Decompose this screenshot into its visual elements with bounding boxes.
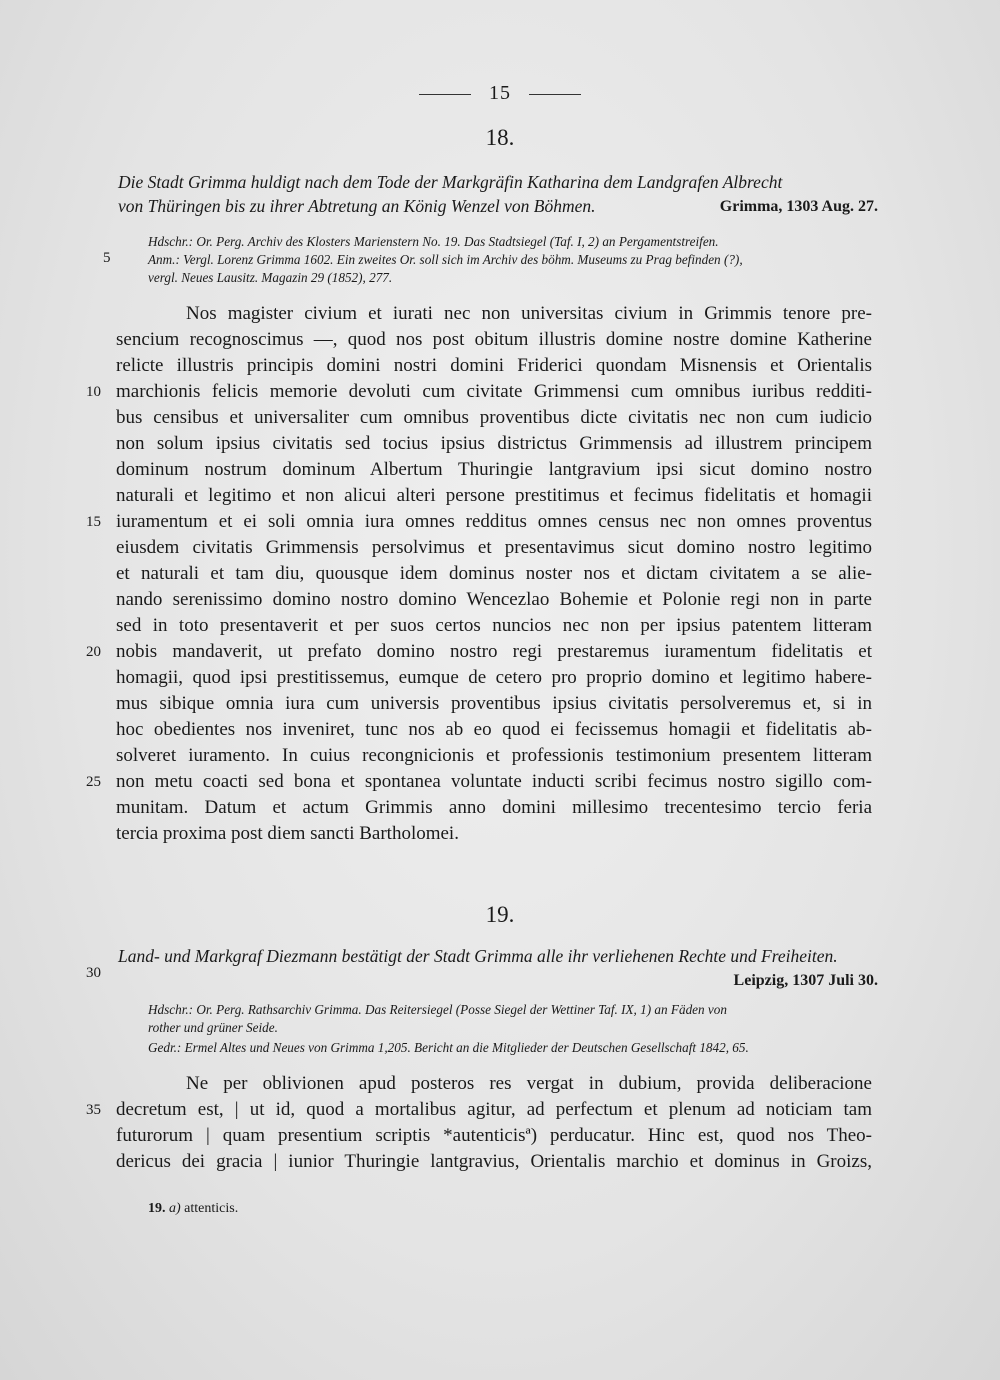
line-number: 20 [86, 644, 101, 660]
document-title-line: Land- und Markgraf Diezmann bestätigt der Stadt Grimma alle ihr verliehenen Rechte und Freiheiten. [118, 946, 838, 966]
text-line: eiusdem civitatis Grimmensis persolvimus et presentavimus sicut domino nostro legitimo [116, 537, 872, 558]
text-line: et naturali et tam diu, quousque idem dominus noster nos et dictam civitatem a se alie- [116, 563, 872, 584]
text-line: iuramentum et ei soli omnia iura omnes redditus omnes census nec non omnes proventus [116, 511, 872, 532]
page-header [0, 82, 1000, 105]
page-number: 15 [489, 82, 511, 104]
document-title-line: Die Stadt Grimma huldigt nach dem Tode der Markgräfin Katharina dem Landgrafen Albrecht [118, 172, 783, 192]
source-note: Hdschr.: Or. Perg. Rathsarchiv Grimma. Das Reitersiegel (Posse Siegel der Wettiner Taf. IX, 1) an Fäden von [148, 1002, 727, 1017]
text-line: sencium recognoscimus —, quod nos post obitum illustris domine nostre domine Katherine [116, 329, 872, 350]
text-line: futurorum | quam presentium scriptis *autenticisª) perducatur. Hinc est, quod nos Theo- [116, 1125, 872, 1146]
text-line: nobis mandaverit, ut prefato domino nostro regi prestaremus iuramentum fidelitatis et [116, 641, 872, 662]
document-number: 19. [485, 902, 515, 927]
footnote-text: attenticis. [184, 1201, 239, 1216]
source-note: rother und grüner Seide. [148, 1020, 278, 1035]
text-line: decretum est, | ut id, quod a mortalibus agitur, ad perfectum et plenum ad noticiam tam [116, 1099, 872, 1120]
document-number: 18. [485, 125, 515, 150]
footnote [148, 1201, 238, 1217]
footnote-ref: 19. [148, 1201, 166, 1216]
line-number: 30 [86, 965, 101, 981]
text-line: relicte illustris principis domini nostri domini Friderici quondam Misnensis et Orientalis [116, 355, 872, 376]
header-rule-right [529, 94, 581, 95]
text-line: non metu coacti sed bona et spontanea voluntate inducti scribi fecimus nostro sigillo com- [116, 771, 872, 792]
footnote-mark: a) [169, 1201, 181, 1216]
place-date: Leipzig, 1307 Juli 30. [733, 972, 878, 989]
text-line: homagii, quod ipsi prestitissemus, eumque de cetero pro proprio domino et legitimo habere- [116, 667, 872, 688]
text-line: hoc obedientes nos inveniret, tunc nos ab eo quod ei fecissemus homagii et fidelitatis ab- [116, 719, 872, 740]
line-number: 35 [86, 1102, 101, 1118]
text-line: bus censibus et universaliter cum omnibus proventibus dicte civitatis nec non cum iudicio [116, 407, 872, 428]
text-line: naturali et legitimo et non alicui alteri persone prestitimus et fecimus fidelitatis et homagii [116, 485, 872, 506]
text-line: sed in toto presentaverit et per suos certos nuncios nec non per ipsius patentem litteram [116, 615, 872, 636]
text-line: munitam. Datum et actum Grimmis anno domini millesimo trecentesimo tercio feria [116, 797, 872, 818]
text-line: dominum nostrum dominum Albertum Thuringie lantgravium ipsi sicut domino nostro [116, 459, 872, 480]
source-note: Gedr.: Ermel Altes und Neues von Grimma 1,205. Bericht an die Mitglieder der Deutschen Gesellschaft 1842, 65. [148, 1040, 749, 1055]
text-line: Ne per oblivionen apud posteros res vergat in dubium, provida deliberacione [186, 1073, 872, 1094]
document-title-line-text: von Thüringen bis zu ihrer Abtretung an König Wenzel von Böhmen. [118, 196, 596, 216]
text-line: non solum ipsius civitatis sed tocius ipsius districtus Grimmensis ad illustrem principem [116, 433, 872, 454]
line-number: 5 [103, 250, 111, 266]
source-note: vergl. Neues Lausitz. Magazin 29 (1852), 277. [148, 270, 393, 285]
text-line: marchionis felicis memorie devoluti cum civitate Grimmensi cum omnibus iuribus redditi- [116, 381, 872, 402]
text-line: dericus dei gracia | iunior Thuringie lantgravius, Orientalis marchio et dominus in Groizs, [116, 1151, 872, 1172]
place-date: Grimma, 1303 Aug. 27. [719, 198, 878, 215]
text-line: Nos magister civium et iurati nec non universitas civium in Grimmis tenore pre- [186, 303, 872, 324]
text-line: solveret iuramento. In cuius recongnicionis et professionis testimonium presentem litteram [116, 745, 872, 766]
document-title-line [118, 196, 878, 217]
source-note: Anm.: Vergl. Lorenz Grimma 1602. Ein zweites Or. soll sich im Archiv des böhm. Museums zu Prag befinden (?), [148, 252, 743, 267]
line-number: 15 [86, 514, 101, 530]
text-line: tercia proxima post diem sancti Bartholomei. [116, 823, 459, 844]
header-rule-left [419, 94, 471, 95]
line-number: 10 [86, 384, 101, 400]
source-note: Hdschr.: Or. Perg. Archiv des Klosters Marienstern No. 19. Das Stadtsiegel (Taf. I, 2) an Pergamentstreifen. [148, 234, 719, 249]
text-line: mus sibique omnia iura cum universis proventibus ipsius civitatis persolveremus et, si in [116, 693, 872, 714]
text-line: nando serenissimo domino nostro domino Wencezlao Bohemie et Polonie regi non in parte [116, 589, 872, 610]
line-number: 25 [86, 774, 101, 790]
